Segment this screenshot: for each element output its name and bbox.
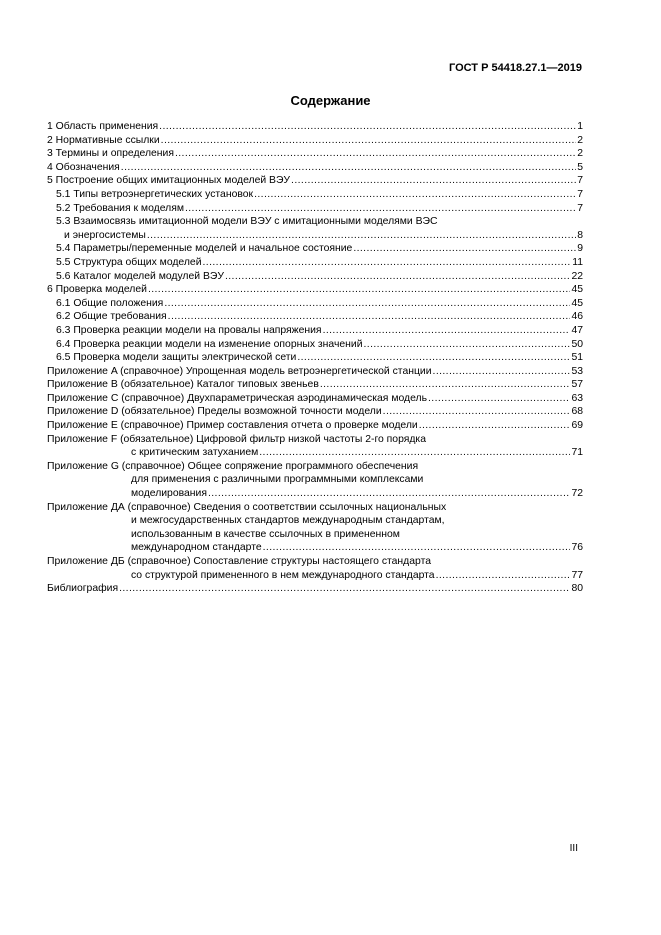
toc-leader-dots [263, 541, 571, 555]
toc-entry-line[interactable] [47, 338, 583, 352]
toc-page-number: 72 [571, 488, 583, 500]
toc-entry-line[interactable] [47, 392, 583, 406]
toc-page-number: 50 [571, 338, 583, 350]
toc-entry-line[interactable] [47, 528, 583, 542]
toc-entry-line[interactable] [47, 555, 583, 569]
toc-leader-dots [208, 487, 570, 501]
table-of-contents [47, 120, 583, 596]
toc-entry-title: Приложение F (обязательное) Цифровой фильтр низкой частоты 2-го порядка [47, 433, 426, 445]
toc-entry-title: 1 Область применения [47, 121, 159, 132]
toc-leader-dots [323, 324, 571, 338]
toc-entry-line[interactable] [47, 514, 583, 528]
toc-entry-line[interactable] [47, 460, 583, 474]
toc-page-number: 51 [571, 352, 583, 364]
toc-entry-line[interactable] [47, 582, 583, 596]
toc-entry-line[interactable] [47, 161, 583, 175]
toc-entry-line[interactable] [47, 147, 583, 161]
toc-leader-dots [383, 405, 571, 419]
toc-entry-line[interactable] [47, 242, 583, 256]
toc-page-number: 2 [577, 148, 583, 160]
toc-page-number: 7 [577, 188, 583, 200]
toc-entry-line[interactable] [47, 134, 583, 148]
toc-entry-line[interactable] [47, 487, 583, 501]
toc-page-number: 1 [577, 121, 583, 132]
toc-entry-line[interactable] [47, 365, 583, 379]
toc-leader-dots [159, 120, 576, 134]
toc-entry-title: Приложение C (справочное) Двухпараметрическая аэродинамическая модель [47, 392, 427, 404]
toc-entry-title: моделирования [131, 488, 207, 500]
toc-entry-title: 2 Нормативные ссылки [47, 134, 160, 146]
toc-leader-dots [168, 310, 571, 324]
toc-leader-dots [436, 569, 571, 583]
page-title: Содержание [290, 93, 371, 108]
toc-page-number: 9 [577, 243, 583, 255]
toc-leader-dots [164, 297, 570, 311]
toc-entry-title: 5.5 Структура общих моделей [56, 256, 202, 268]
toc-entry-line[interactable] [47, 324, 583, 338]
toc-entry-line[interactable] [47, 473, 583, 487]
toc-entry-title: 4 Обозначения [47, 161, 120, 173]
toc-leader-dots [175, 147, 576, 161]
toc-entry-title: 6.3 Проверка реакции модели на провалы напряжения [56, 324, 322, 336]
toc-entry-line[interactable] [47, 202, 583, 216]
toc-entry-title: 6.4 Проверка реакции модели на изменение опорных значений [56, 338, 363, 350]
toc-entry-title: использованным в качестве ссылочных в примененном [131, 528, 400, 540]
toc-leader-dots [259, 446, 570, 460]
toc-entry-line[interactable] [47, 351, 583, 365]
toc-entry-line[interactable] [47, 569, 583, 583]
toc-page-number: 71 [571, 447, 583, 459]
toc-page-number: 77 [571, 569, 583, 581]
toc-entry-line[interactable] [47, 270, 583, 284]
toc-leader-dots [428, 392, 570, 406]
toc-entry-line[interactable] [47, 120, 583, 134]
toc-entry-title: международном стандарте [131, 542, 262, 554]
toc-page-number: 76 [571, 542, 583, 554]
toc-entry-title: Приложение B (обязательное) Каталог типовых звеньев [47, 379, 319, 391]
toc-entry-line[interactable] [47, 433, 583, 447]
toc-entry-title: с критическим затуханием [131, 447, 259, 459]
toc-entry-title: Приложение E (справочное) Пример составления отчета о проверке модели [47, 420, 418, 432]
toc-entry-title: 3 Термины и определения [47, 148, 174, 160]
toc-entry-line[interactable] [47, 229, 583, 243]
toc-entry-line[interactable] [47, 446, 583, 460]
toc-entry-title: 6.2 Общие требования [56, 311, 167, 323]
toc-entry-title: Приложение D (обязательное) Пределы возможной точности модели [47, 406, 382, 418]
toc-page-number: 8 [577, 229, 583, 241]
toc-entry-title: и энергосистемы [64, 229, 146, 241]
toc-entry-line[interactable] [47, 215, 583, 229]
toc-entry-title: 5.3 Взаимосвязь имитационной модели ВЭУ с имитационными моделями ВЭС [56, 216, 438, 228]
toc-page-number: 7 [577, 175, 583, 187]
toc-entry-title: 5.1 Типы ветроэнергетических установок [56, 188, 254, 200]
toc-entry-title: для применения с различными программными комплексами [131, 474, 424, 486]
toc-entry-title: 6.5 Проверка модели защиты электрической сети [56, 352, 297, 364]
toc-leader-dots [119, 582, 570, 596]
toc-page-number: 45 [571, 297, 583, 309]
toc-page-number: 57 [571, 379, 583, 391]
toc-leader-dots [147, 229, 576, 243]
toc-page-number: 53 [571, 365, 583, 377]
toc-leader-dots [297, 351, 570, 365]
toc-entry-line[interactable] [47, 188, 583, 202]
toc-page-number: 69 [571, 420, 583, 432]
toc-entry-line[interactable] [47, 378, 583, 392]
toc-entry-line[interactable] [47, 283, 583, 297]
toc-entry-title: Приложение G (справочное) Общее сопряжение программного обеспечения [47, 460, 419, 472]
toc-page-number: 47 [571, 324, 583, 336]
toc-entry-line[interactable] [47, 256, 583, 270]
toc-leader-dots [203, 256, 572, 270]
toc-entry-title: со структурой примененного в нем международного стандарта [131, 569, 435, 581]
toc-entry-title: Приложение ДБ (справочное) Сопоставление структуры настоящего стандарта [47, 556, 431, 567]
toc-entry-line[interactable] [47, 310, 583, 324]
toc-leader-dots [364, 338, 571, 352]
toc-leader-dots [225, 270, 570, 284]
document-code: ГОСТ Р 54418.27.1—2019 [448, 62, 582, 74]
toc-entry-title: 6 Проверка моделей [47, 284, 147, 296]
toc-leader-dots [419, 419, 571, 433]
toc-entry-title: 5.6 Каталог моделей модулей ВЭУ [56, 270, 224, 282]
toc-entry-title: 6.1 Общие положения [56, 297, 164, 309]
toc-leader-dots [433, 365, 571, 379]
toc-entry-title: и межгосударственных стандартов международным стандартам, [131, 515, 445, 527]
toc-entry-title: 5.4 Параметры/переменные моделей и начальное состояние [56, 243, 353, 255]
toc-page-number: 11 [572, 256, 583, 268]
toc-entry-title: 5.2 Требования к моделям [56, 202, 184, 214]
toc-entry-title: Библиография [47, 583, 119, 595]
toc-leader-dots [148, 283, 571, 297]
toc-leader-dots [320, 378, 571, 392]
toc-page-number: 5 [577, 161, 583, 173]
toc-page-number: 7 [577, 202, 583, 214]
toc-leader-dots [185, 202, 576, 216]
toc-page-number: 80 [571, 583, 583, 595]
toc-entry-line[interactable] [47, 405, 583, 419]
toc-leader-dots [254, 188, 576, 202]
toc-leader-dots [353, 242, 576, 256]
toc-entry-line[interactable] [47, 541, 583, 555]
toc-entry-line[interactable] [47, 419, 583, 433]
toc-entry-line[interactable] [47, 174, 583, 188]
toc-page-number: 2 [577, 134, 583, 146]
toc-page-number: 46 [571, 311, 583, 323]
page-number: III [569, 843, 578, 854]
toc-entry-line[interactable] [47, 501, 583, 515]
toc-page-number: 63 [571, 392, 583, 404]
toc-entry-title: Приложение A (справочное) Упрощенная модель ветроэнергетической станции [47, 365, 432, 377]
toc-entry-title: Приложение ДА (справочное) Сведения о соответствии ссылочных национальных [47, 501, 447, 513]
toc-leader-dots [121, 161, 576, 175]
toc-entry-line[interactable] [47, 297, 583, 311]
toc-leader-dots [291, 174, 576, 188]
toc-page-number: 22 [571, 270, 583, 282]
toc-page-number: 45 [571, 284, 583, 296]
toc-leader-dots [161, 134, 577, 148]
toc-page-number: 68 [571, 406, 583, 418]
toc-entry-title: 5 Построение общих имитационных моделей ВЭУ [47, 175, 291, 187]
